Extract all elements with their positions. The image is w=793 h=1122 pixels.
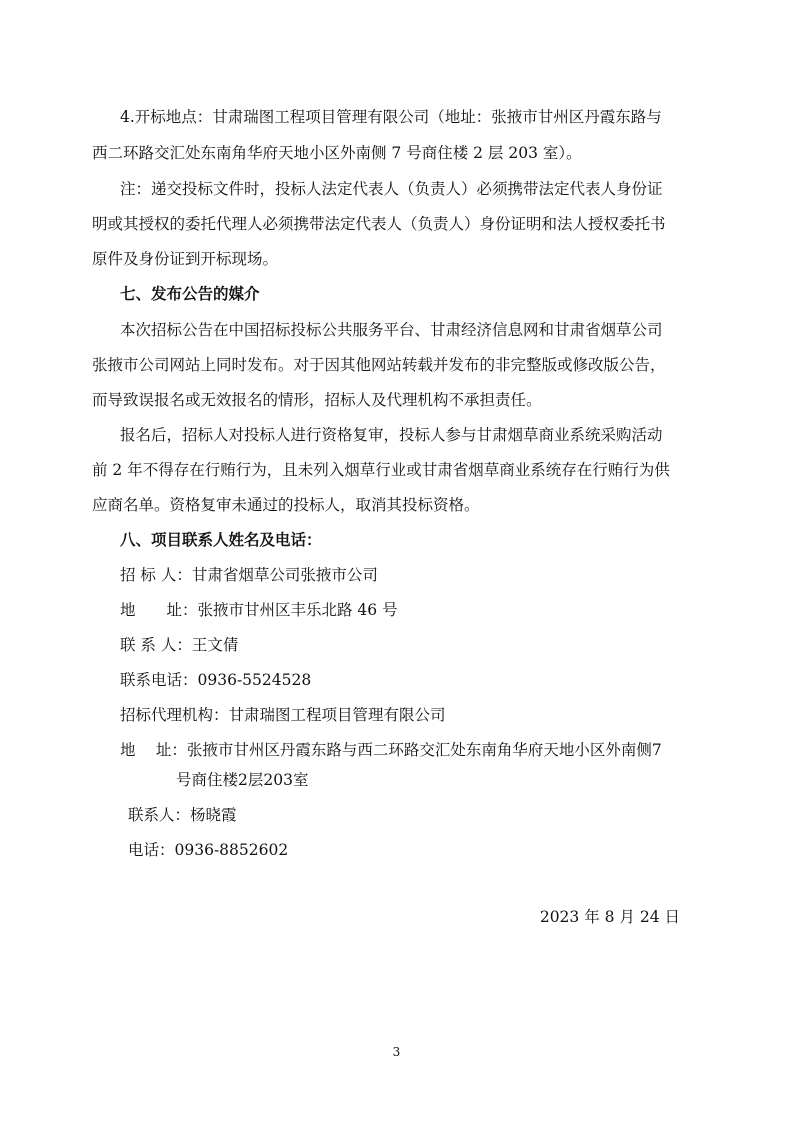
note-line-3: 原件及身份证到开标现场。 — [92, 250, 279, 268]
section-8-heading: 八、项目联系人姓名及电话： — [120, 530, 322, 549]
section-7-heading: 七、发布公告的媒介 — [120, 284, 260, 303]
section-7-p1-line-2: 张掖市公司网站上同时发布。对于因其他网站转载并发布的非完整版或修改版公告， — [92, 356, 666, 374]
agency-name: 招标代理机构：甘肃瑞图工程项目管理有限公司 — [120, 706, 446, 724]
agency-address-line-1: 地 址：张掖市甘州区丹霞东路与西二环路交汇处东南角华府天地小区外南侧7 — [120, 741, 662, 759]
opening-location-line-2: 西二环路交汇处东南角华府天地小区外南侧 7 号商住楼 2 层 203 室）。 — [92, 144, 582, 162]
tenderer-address: 地 址：张掖市甘州区丰乐北路 46 号 — [120, 601, 398, 619]
tenderer-phone: 联系电话：0936-5524528 — [120, 671, 312, 689]
section-7-p2-line-1: 报名后，招标人对投标人进行资格复审，投标人参与甘肃烟草商业系统采购活动 — [120, 426, 663, 444]
page-number: 3 — [392, 1045, 401, 1059]
note-line-2: 明或其授权的委托代理人必须携带法定代表人（负责人）身份证明和法人授权委托书 — [92, 215, 666, 233]
agency-contact: 联系人：杨晓霞 — [128, 806, 237, 824]
tenderer-name: 招 标 人：甘肃省烟草公司张掖市公司 — [120, 566, 378, 584]
agency-phone: 电话：0936-8852602 — [128, 841, 289, 859]
opening-location-line-1: 4.开标地点：甘肃瑞图工程项目管理有限公司（地址：张掖市甘州区丹霞东路与 — [120, 108, 662, 126]
note-line-1: 注：递交投标文件时，投标人法定代表人（负责人）必须携带法定代表人身份证 — [120, 180, 663, 198]
document-date: 2023 年 8 月 24 日 — [539, 908, 680, 926]
section-7-p1-line-3: 而导致误报名或无效报名的情形，招标人及代理机构不承担责任。 — [92, 391, 542, 409]
section-7-p2-line-2: 前 2 年不得存在行贿行为，且未列入烟草行业或甘肃省烟草商业系统存在行贿行为供 — [92, 461, 670, 479]
section-7-p1-line-1: 本次招标公告在中国招标投标公共服务平台、甘肃经济信息网和甘肃省烟草公司 — [120, 321, 663, 339]
section-7-p2-line-3: 应商名单。资格复审未通过的投标人，取消其投标资格。 — [92, 496, 480, 514]
agency-address-line-2: 号商住楼2层203室 — [176, 771, 309, 789]
tenderer-contact: 联 系 人：王文倩 — [120, 636, 239, 654]
